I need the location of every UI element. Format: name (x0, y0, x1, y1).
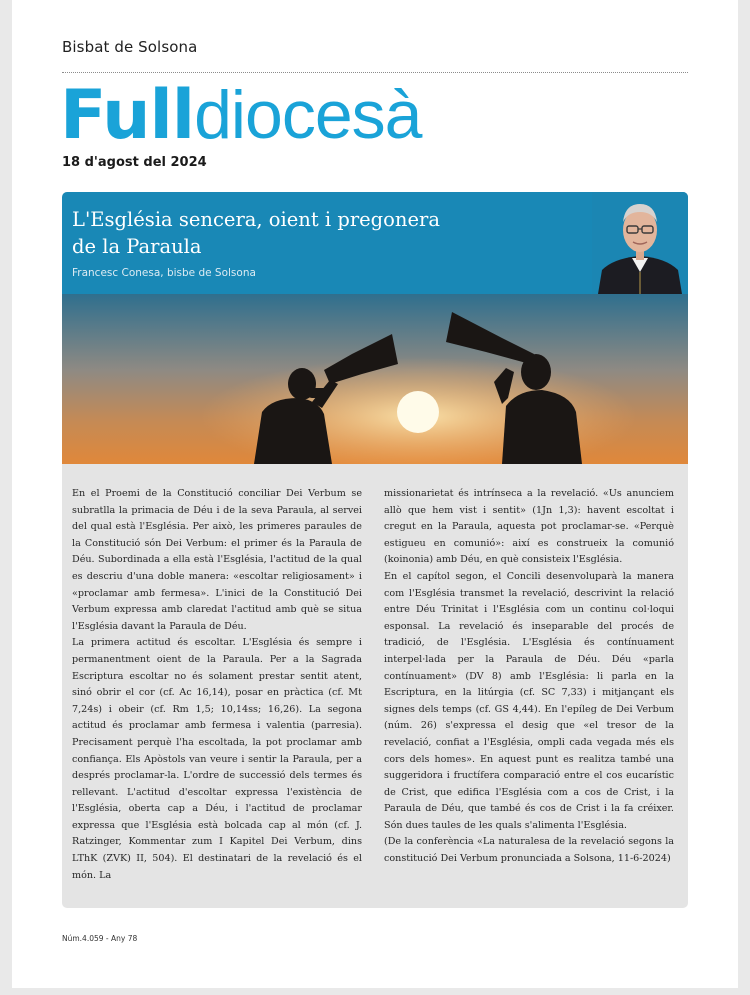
article-banner (62, 192, 688, 294)
article-title (72, 206, 552, 260)
logo-bold-text: Full (60, 76, 195, 155)
megaphone-sunset-photo (62, 294, 688, 464)
article-column-1 (72, 486, 362, 884)
paragraph: missionarietat és intrínseca a la revelació. «Us anunciem allò que hem vist i sentit» (1Jn 1,3): havent escoltat i cregut en la Paraula, aquesta pot proclamar-se. «Perquè estigueu en comunió»: així es construeix la comunió (koinonia) amb Déu, en què consisteix l'Església. (384, 488, 674, 566)
paragraph: La primera actitud és escoltar. L'Església és sempre i permanentment oient de la Paraula. Per a la Sagrada Escriptura escoltar no és solament prestar sentit atent, sinó obrir el cor (cf. Ac 16,14), posar en pràctica (cf. Mt 7,24s) i obeir (cf. Rm 1,5; 10,14ss; 16,26). La segona actitud és proclamar amb fermesa i valentia (parresia). Precisament perquè l'ha escoltada, la pot proclamar amb confiança. Els Apòstols van veure i sentir la Paraula, per a després proclamar-la. L'ordre de successió dels termes és rellevant. L'actitud d'escoltar expressa l'existència de l'Església, oberta cap a Déu, i l'actitud de proclamar expressa que l'Església està bolcada cap al món (cf. J. Ratzinger, Kommentar zum I Kapitel Dei Verbum, dins LThK (ZVK) II, 504). El destinatari de la revelació és el món. La (72, 637, 362, 881)
article-card (62, 192, 688, 908)
newsletter-page (12, 0, 738, 988)
article-title-line-2: de la Paraula (72, 235, 202, 258)
logo-light-text: diocesà (194, 77, 422, 153)
issue-number: Núm.4.059 - Any 78 (62, 934, 138, 943)
article-title-line-1: L'Església sencera, oient i pregonera (72, 208, 440, 231)
article-column-2 (384, 486, 674, 868)
masthead-logo (60, 76, 422, 155)
author-portrait (592, 192, 688, 294)
paragraph: En el Proemi de la Constitució conciliar Dei Verbum se subratlla la primacia de Déu i de la seva Paraula, al servei del qual està l'Església. Per això, les primeres paraules de la Constitució són Dei Verbum: el primer és la Paraula de Déu. Subordinada a ella està l'Església, l'actitud de la qual es descriu d'una doble manera: «escoltar religiosament» i «proclamar amb fermesa». L'inici de la Constitució Dei Verbum expressa amb claredat l'actitud amb què se situa l'Església davant la Paraula de Déu. (72, 488, 362, 632)
paragraph: (De la conferència «La naturalesa de la revelació segons la constitució Dei Verbum pronunciada a Solsona, 11-6-2024) (384, 836, 674, 865)
header-divider (62, 72, 688, 73)
publisher-name: Bisbat de Solsona (62, 38, 198, 56)
sun (397, 391, 439, 433)
paragraph: En el capítol segon, el Concili desenvoluparà la manera com l'Església transmet la revelació, descrivint la relació entre Déu Trinitat i l'Església com un continu col·loqui esponsal. La revelació és inseparable del procés de tradició, de l'Església. L'Església és contínuament interpel·lada per la Paraula de Déu. Déu «parla contínuament» (DV 8) amb l'Església: li parla en la Escriptura, en la litúrgia (cf. SC 7,33) i mitjançant els signes dels temps (cf. GS 4,44). En l'epíleg de Dei Verbum (núm. 26) s'expressa el desig que «el tresor de la revelació, confiat a l'Església, ompli cada vegada més els cors dels homes». En aquest punt es realitza també una suggeridora i fructífera comparació entre el cos eucarístic de Crist, que edifica l'Església com a cos de Crist, i la Paraula de Déu, que també és cos de Crist i la fa créixer. Són dues taules de les quals s'alimenta l'Església. (384, 570, 674, 831)
article-byline: Francesc Conesa, bisbe de Solsona (72, 267, 256, 279)
issue-date: 18 d'agost del 2024 (62, 155, 207, 170)
